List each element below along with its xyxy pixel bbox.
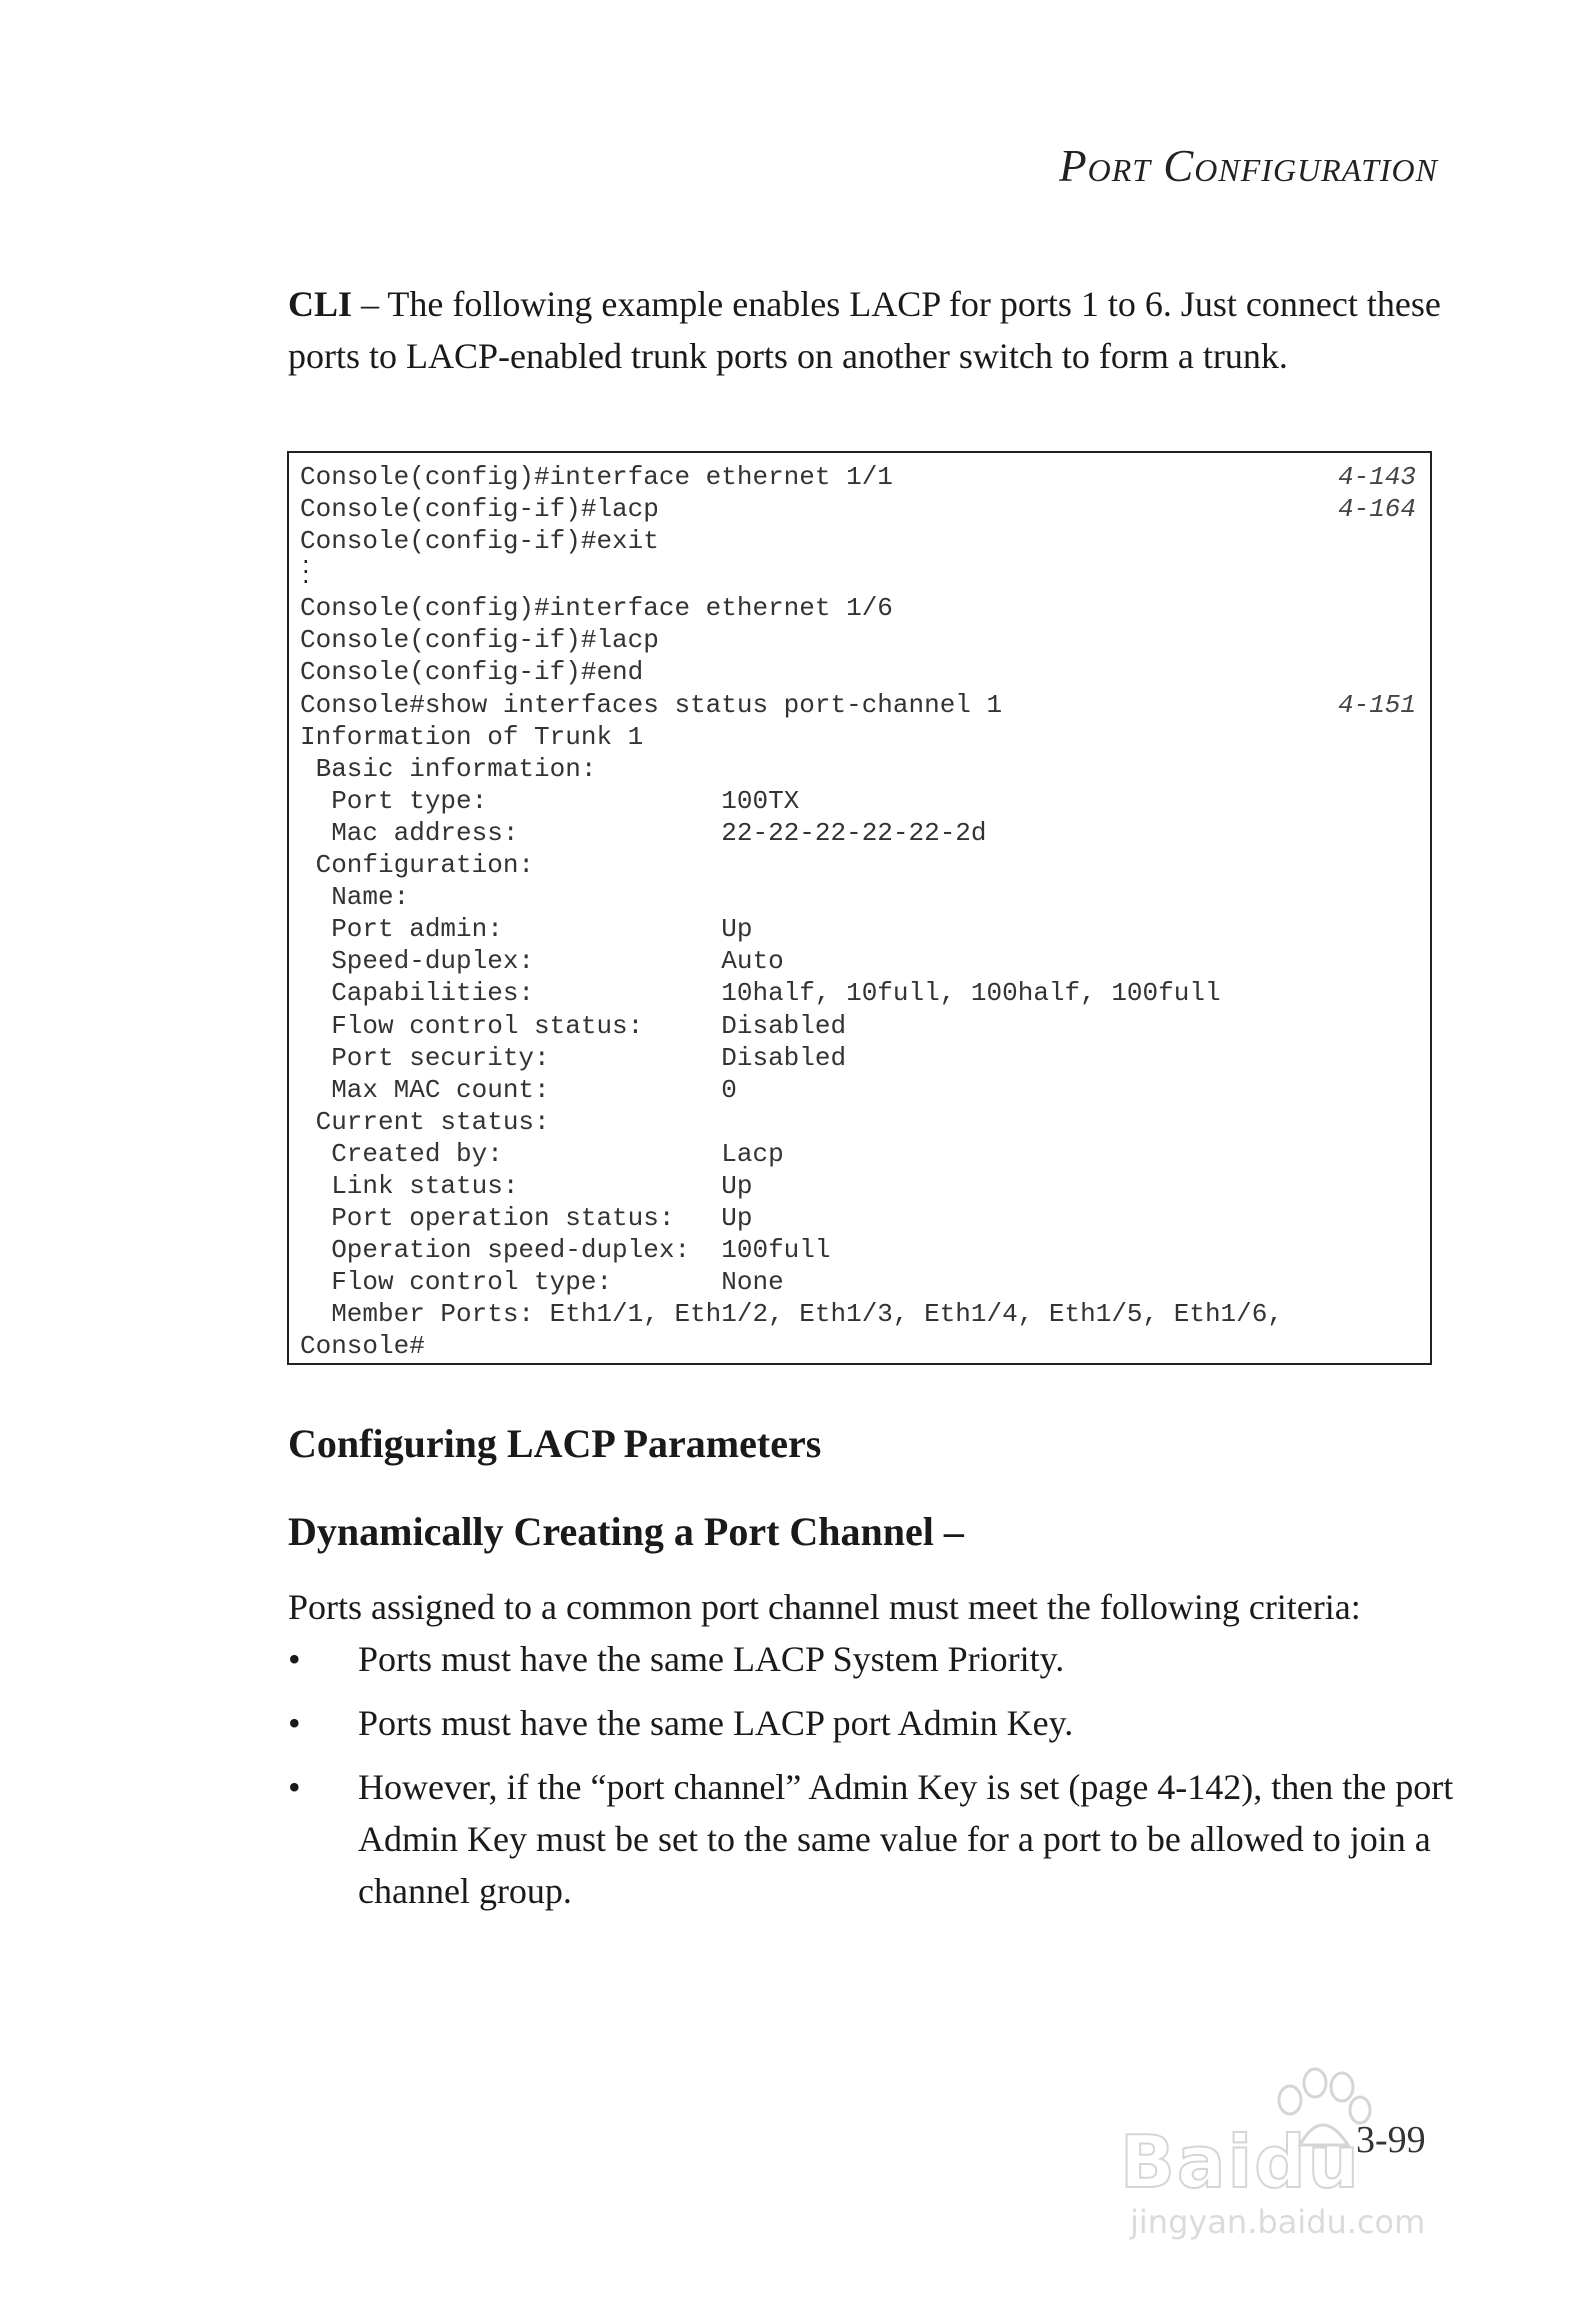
list-item-text: However, if the “port channel” Admin Key is set (page 4-142), then the port Admin Key must be set to the same value for a port to be allowed to join a channel group.	[358, 1767, 1454, 1911]
code-text: Port operation status: Up	[300, 1203, 753, 1234]
list-item-text: Ports must have the same LACP port Admin Key.	[358, 1703, 1074, 1743]
code-line	[300, 592, 1416, 624]
bullet-icon: •	[288, 1703, 301, 1743]
criteria-intro: Ports assigned to a common port channel must meet the following criteria:	[288, 1587, 1361, 1627]
code-line	[300, 785, 1416, 817]
code-text: Console(config-if)#exit	[300, 526, 659, 557]
page-number: 3-99	[1356, 2119, 1426, 2161]
code-text: Console(config)#interface ethernet 1/6	[300, 593, 893, 624]
criteria-list	[288, 1633, 1468, 1929]
bullet-icon: •	[288, 1767, 301, 1807]
code-line	[300, 913, 1416, 945]
ellipsis-vertical-icon: · · ·	[302, 548, 310, 597]
code-text: Flow control type: None	[300, 1267, 784, 1298]
code-line	[300, 1074, 1416, 1106]
code-line	[300, 1170, 1416, 1202]
code-line	[300, 849, 1416, 881]
code-line	[300, 525, 1416, 557]
code-line	[300, 1010, 1416, 1042]
code-line	[300, 1234, 1416, 1266]
code-line	[300, 689, 1416, 721]
code-page-ref: 4-151	[1337, 689, 1416, 720]
code-text: Basic information:	[300, 753, 597, 784]
code-text: Member Ports: Eth1/1, Eth1/2, Eth1/3, Eth1/4, Eth1/5, Eth1/6,	[300, 1299, 1283, 1330]
code-page-ref: 4-164	[1337, 494, 1416, 525]
code-text: Created by: Lacp	[300, 1138, 784, 1169]
code-text: Port security: Disabled	[300, 1042, 847, 1073]
code-text: Link status: Up	[300, 1170, 753, 1201]
section-heading: Configuring LACP Parameters	[288, 1421, 822, 1466]
code-line	[300, 493, 1416, 525]
code-text: Speed-duplex: Auto	[300, 946, 784, 977]
code-text: Console#show interfaces status port-channel 1	[300, 689, 1003, 720]
code-line	[300, 656, 1416, 688]
list-item	[288, 1761, 1468, 1917]
code-page-ref: 4-143	[1337, 462, 1416, 492]
code-line	[300, 1330, 1416, 1362]
watermark-brand: Baidu	[1120, 2120, 1361, 2204]
code-text: Console(config)#interface ethernet 1/1	[300, 462, 893, 492]
code-text: Information of Trunk 1	[300, 721, 644, 752]
code-text: Console(config-if)#lacp	[300, 625, 659, 656]
cli-code-block	[287, 451, 1432, 1365]
code-text: Mac address: 22-22-22-22-22-2d	[300, 817, 987, 848]
code-line	[300, 881, 1416, 913]
code-text: Name:	[300, 882, 410, 913]
code-line	[300, 461, 1416, 493]
code-line	[300, 977, 1416, 1009]
code-text: Port admin: Up	[300, 914, 753, 945]
code-text: Port type: 100TX	[300, 785, 800, 816]
code-line	[300, 945, 1416, 977]
code-line	[300, 1042, 1416, 1074]
code-text: Configuration:	[300, 850, 535, 881]
baidu-watermark	[1120, 2065, 1500, 2245]
code-text: Console(config-if)#lacp	[300, 494, 659, 525]
list-item-text: Ports must have the same LACP System Priority.	[358, 1639, 1065, 1679]
code-text: Operation speed-duplex: 100full	[300, 1235, 831, 1266]
code-line	[300, 1106, 1416, 1138]
code-line	[300, 1138, 1416, 1170]
bullet-icon: •	[288, 1639, 301, 1679]
list-item	[288, 1697, 1468, 1749]
code-text: Capabilities: 10half, 10full, 100half, 100full	[300, 978, 1221, 1009]
code-line	[300, 624, 1416, 656]
section-subheading: Dynamically Creating a Port Channel –	[288, 1509, 964, 1554]
section-header-title: Port Configuration	[1059, 141, 1438, 191]
intro-paragraph	[288, 278, 1448, 382]
intro-text: – The following example enables LACP for ports 1 to 6. Just connect these ports to LACP-enabled trunk ports on another switch to form a trunk.	[288, 284, 1441, 376]
intro-lead: CLI	[288, 284, 353, 324]
code-line	[300, 1202, 1416, 1234]
code-text: Max MAC count: 0	[300, 1074, 737, 1105]
code-text: Current status:	[300, 1106, 550, 1137]
code-line	[300, 1298, 1416, 1330]
code-line	[300, 721, 1416, 753]
code-text: Flow control status: Disabled	[300, 1010, 847, 1041]
code-line	[300, 1266, 1416, 1298]
watermark-site: jingyan.baidu.com	[1130, 2203, 1426, 2241]
list-item	[288, 1633, 1468, 1685]
code-line	[300, 817, 1416, 849]
code-text: Console#	[300, 1331, 425, 1362]
code-text: Console(config-if)#end	[300, 657, 644, 688]
code-line	[300, 753, 1416, 785]
